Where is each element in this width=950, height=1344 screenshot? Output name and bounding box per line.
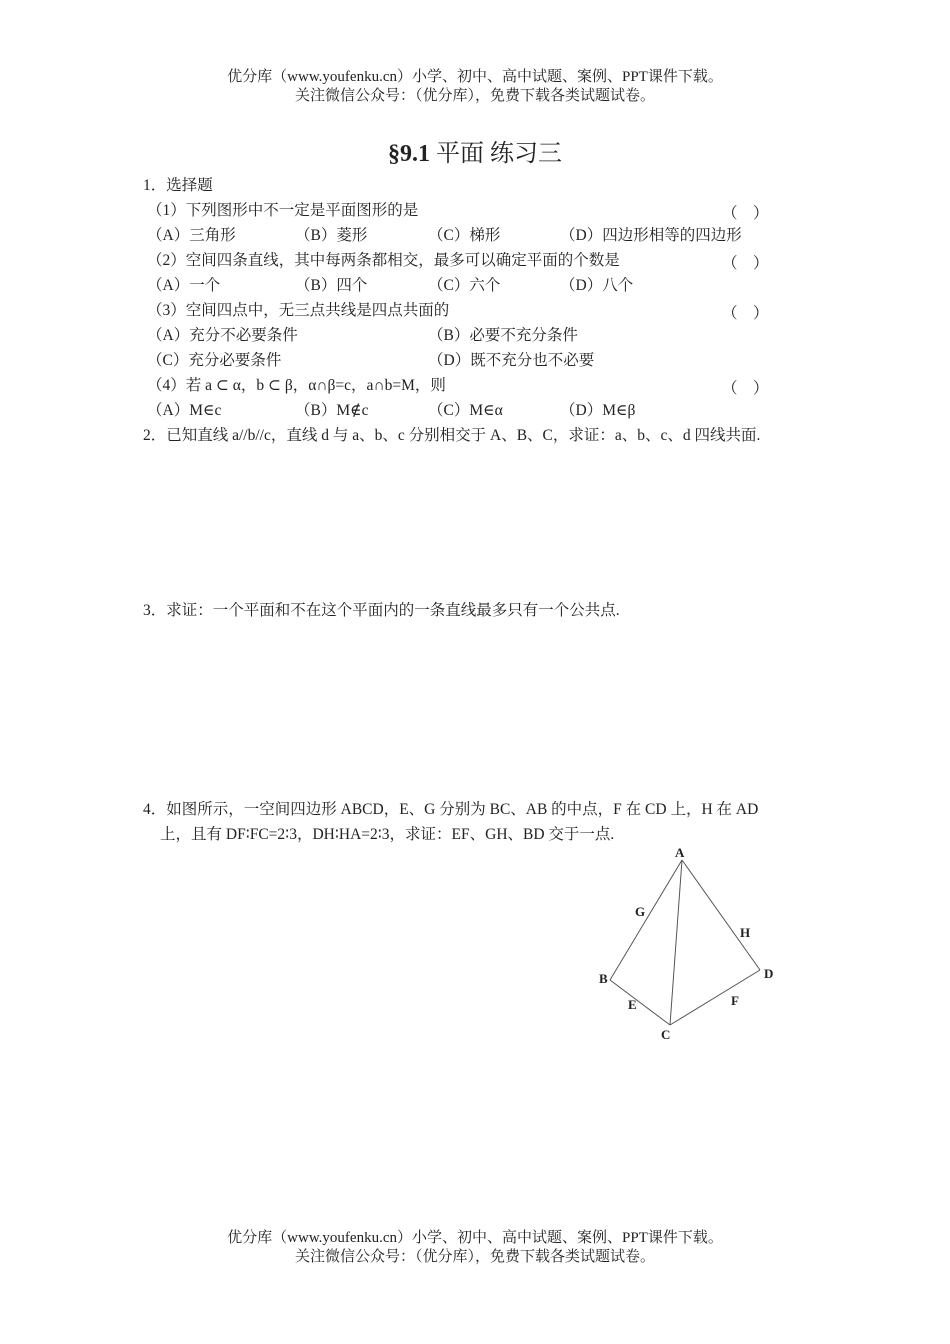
title-text: 平面 练习三 (436, 141, 562, 167)
q1-sub3-option-d: （D）既不充分也不必要 (428, 352, 595, 369)
edge-ac (670, 860, 682, 1025)
footer-line-1: 优分库（www.youfenku.cn）小学、初中、高中试题、案例、PPT课件下载。 (227, 1230, 723, 1246)
q1-sub2-option-d: （D）八个 (560, 277, 634, 294)
quadrilateral-figure (590, 840, 790, 1050)
edge-ab (610, 860, 682, 980)
footer-line-2: 关注微信公众号：（优分库），免费下载各类试题试卷。 (294, 1249, 655, 1265)
q4-line-2: 上，且有 DF∶FC=2∶3，DH∶HA=2∶3，求证：EF、GH、BD 交于一点. (160, 826, 615, 843)
q1-label: 1．选择题 (143, 177, 213, 194)
label-d: D (764, 966, 774, 981)
q1-sub4-stem: （4）若 a ⊂ α，b ⊂ β，α∩β=c，a∩b=M，则 (147, 377, 446, 394)
answer-paren: （ ） (722, 255, 769, 272)
q1-sub3-option-c: （C）充分必要条件 (147, 352, 282, 369)
q1-sub2-stem: （2）空间四条直线，其中每两条都相交，最多可以确定平面的个数是 (147, 252, 620, 269)
q1-sub2-option-c: （C）六个 (428, 277, 501, 294)
q1-sub4-option-c: （C）M∈α (428, 402, 503, 419)
q4-line-1: 4．如图所示，一空间四边形 ABCD，E、G 分别为 BC、AB 的中点，F 在 CD 上，H 在 AD (143, 801, 759, 818)
label-g: G (635, 904, 646, 919)
q1-sub1-option-b: （B）菱形 (295, 227, 368, 244)
label-a: A (675, 845, 685, 860)
label-e: E (628, 997, 637, 1012)
label-c: C (661, 1027, 671, 1042)
q2-text: 2．已知直线 a//b//c，直线 d 与 a、b、c 分别相交于 A、B、C，求证：a、b、c、d 四线共面. (143, 427, 761, 444)
q1-sub1-option-a: （A）三角形 (147, 227, 236, 244)
q1-sub1-stem: （1）下列图形中不一定是平面图形的是 (147, 202, 419, 219)
edge-bc (610, 980, 670, 1025)
header-line-2: 关注微信公众号：（优分库），免费下载各类试题试卷。 (294, 88, 655, 104)
q1-sub3-stem: （3）空间四点中，无三点共线是四点共面的 (147, 302, 450, 319)
answer-paren: （ ） (722, 205, 769, 222)
q1-sub3-option-a: （A）充分不必要条件 (147, 327, 298, 344)
label-h: H (740, 925, 751, 940)
q1-sub2-option-a: （A）一个 (147, 277, 221, 294)
edge-cd (670, 970, 760, 1025)
q1-sub4-option-a: （A）M∈c (147, 402, 222, 419)
q3-text: 3．求证：一个平面和不在这个平面内的一条直线最多只有一个公共点. (143, 602, 620, 619)
q1-sub1-option-d: （D）四边形相等的四边形 (560, 227, 742, 244)
q1-sub4-option-d: （D）M∈β (560, 402, 636, 419)
label-f: F (731, 993, 739, 1008)
answer-paren: （ ） (722, 305, 769, 322)
answer-paren: （ ） (722, 380, 769, 397)
q1-sub1-option-c: （C）梯形 (428, 227, 501, 244)
header-line-1: 优分库（www.youfenku.cn）小学、初中、高中试题、案例、PPT课件下载。 (227, 69, 723, 85)
q1-sub4-option-b: （B）M∉c (295, 402, 369, 419)
label-b: B (599, 971, 608, 986)
title-section-number: §9.1 (388, 141, 430, 167)
q1-sub3-option-b: （B）必要不充分条件 (428, 327, 578, 344)
edge-ad (682, 860, 760, 970)
page-title (0, 133, 950, 168)
q1-sub2-option-b: （B）四个 (295, 277, 368, 294)
